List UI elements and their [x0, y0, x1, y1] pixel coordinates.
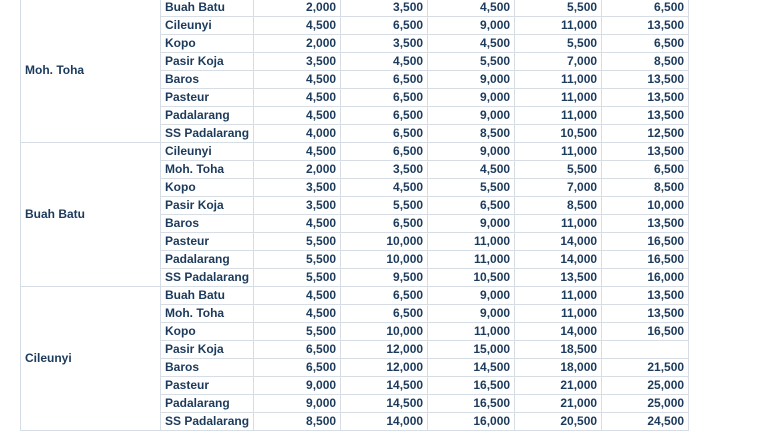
tariff-class-1-cell: 4,500	[254, 215, 341, 233]
tariff-class-1-cell: 8,500	[254, 413, 341, 431]
tariff-class-1-cell: 3,500	[254, 179, 341, 197]
tariff-class-3-cell: 15,000	[428, 341, 515, 359]
destination-gate-cell: Kopo	[161, 179, 254, 197]
tariff-class-5-cell: 16,500	[602, 323, 689, 341]
tariff-class-3-cell: 11,000	[428, 323, 515, 341]
tariff-class-4-cell: 8,500	[515, 197, 602, 215]
tariff-class-4-cell: 10,500	[515, 125, 602, 143]
tariff-class-2-cell: 14,000	[341, 413, 428, 431]
destination-gate-cell: SS Padalarang	[161, 125, 254, 143]
tariff-class-2-cell: 10,000	[341, 233, 428, 251]
tariff-class-1-cell: 4,500	[254, 107, 341, 125]
tariff-class-3-cell: 16,000	[428, 413, 515, 431]
tariff-class-1-cell: 2,000	[254, 0, 341, 17]
destination-gate-cell: Buah Batu	[161, 0, 254, 17]
tariff-class-5-cell: 8,500	[602, 179, 689, 197]
tariff-class-1-cell: 6,500	[254, 341, 341, 359]
tariff-class-1-cell: 5,500	[254, 233, 341, 251]
tariff-class-1-cell: 4,500	[254, 71, 341, 89]
tariff-class-5-cell: 25,000	[602, 377, 689, 395]
tariff-class-2-cell: 6,500	[341, 143, 428, 161]
destination-gate-cell: SS Padalarang	[161, 269, 254, 287]
tariff-class-1-cell: 2,000	[254, 35, 341, 53]
tariff-class-4-cell: 11,000	[515, 215, 602, 233]
tariff-class-4-cell: 21,000	[515, 377, 602, 395]
tariff-class-3-cell: 4,500	[428, 161, 515, 179]
tariff-class-1-cell: 4,500	[254, 17, 341, 35]
table-row	[21, 143, 689, 161]
tariff-class-4-cell: 11,000	[515, 71, 602, 89]
tariff-class-4-cell: 11,000	[515, 305, 602, 323]
tariff-class-2-cell: 6,500	[341, 71, 428, 89]
destination-gate-cell: Pasteur	[161, 377, 254, 395]
tariff-class-5-cell: 8,500	[602, 53, 689, 71]
tariff-class-3-cell: 14,500	[428, 359, 515, 377]
tariff-class-5-cell: 6,500	[602, 161, 689, 179]
destination-gate-cell: Cileunyi	[161, 143, 254, 161]
tariff-class-2-cell: 3,500	[341, 0, 428, 17]
tariff-class-3-cell: 6,500	[428, 197, 515, 215]
tariff-class-3-cell: 9,000	[428, 107, 515, 125]
tariff-class-2-cell: 6,500	[341, 107, 428, 125]
origin-gate-cell: Buah Batu	[21, 143, 161, 287]
tariff-class-2-cell: 6,500	[341, 305, 428, 323]
tariff-class-3-cell: 4,500	[428, 35, 515, 53]
tariff-class-3-cell: 16,500	[428, 395, 515, 413]
tariff-class-5-cell: 16,500	[602, 251, 689, 269]
tariff-class-2-cell: 12,000	[341, 341, 428, 359]
tariff-class-5-cell: 24,500	[602, 413, 689, 431]
tariff-class-2-cell: 4,500	[341, 179, 428, 197]
origin-gate-cell: Moh. Toha	[21, 0, 161, 143]
tariff-class-3-cell: 9,000	[428, 305, 515, 323]
tariff-class-1-cell: 6,500	[254, 359, 341, 377]
tariff-class-4-cell: 11,000	[515, 17, 602, 35]
origin-gate-cell: Cileunyi	[21, 287, 161, 431]
destination-gate-cell: Pasir Koja	[161, 341, 254, 359]
destination-gate-cell: Moh. Toha	[161, 161, 254, 179]
tariff-class-3-cell: 16,500	[428, 377, 515, 395]
destination-gate-cell: Buah Batu	[161, 287, 254, 305]
table-row	[21, 287, 689, 305]
tariff-class-5-cell: 6,500	[602, 35, 689, 53]
destination-gate-cell: Baros	[161, 359, 254, 377]
tariff-class-1-cell: 5,500	[254, 323, 341, 341]
tariff-class-2-cell: 12,000	[341, 359, 428, 377]
tariff-class-4-cell: 21,000	[515, 395, 602, 413]
destination-gate-cell: Pasir Koja	[161, 197, 254, 215]
tariff-class-4-cell: 14,000	[515, 251, 602, 269]
tariff-class-4-cell: 14,000	[515, 233, 602, 251]
tariff-class-5-cell: 16,000	[602, 269, 689, 287]
tariff-class-3-cell: 9,000	[428, 89, 515, 107]
tariff-class-3-cell: 11,000	[428, 251, 515, 269]
destination-gate-cell: SS Padalarang	[161, 413, 254, 431]
tariff-class-4-cell: 7,000	[515, 179, 602, 197]
tariff-class-1-cell: 5,500	[254, 251, 341, 269]
tariff-class-2-cell: 14,500	[341, 395, 428, 413]
tariff-class-5-cell: 13,500	[602, 305, 689, 323]
tariff-class-4-cell: 11,000	[515, 287, 602, 305]
tariff-class-2-cell: 6,500	[341, 215, 428, 233]
tariff-class-2-cell: 9,500	[341, 269, 428, 287]
tariff-class-3-cell: 5,500	[428, 179, 515, 197]
destination-gate-cell: Padalarang	[161, 107, 254, 125]
tariff-class-2-cell: 3,500	[341, 35, 428, 53]
tariff-class-3-cell: 5,500	[428, 53, 515, 71]
tariff-class-2-cell: 14,500	[341, 377, 428, 395]
destination-gate-cell: Cileunyi	[161, 17, 254, 35]
tariff-class-3-cell: 8,500	[428, 125, 515, 143]
tariff-class-3-cell: 10,500	[428, 269, 515, 287]
tariff-class-5-cell: 13,500	[602, 71, 689, 89]
tariff-class-2-cell: 5,500	[341, 197, 428, 215]
destination-gate-cell: Baros	[161, 215, 254, 233]
table-body	[21, 0, 689, 431]
destination-gate-cell: Pasteur	[161, 233, 254, 251]
tariff-class-5-cell: 16,500	[602, 233, 689, 251]
tariff-class-1-cell: 9,000	[254, 395, 341, 413]
destination-gate-cell: Padalarang	[161, 395, 254, 413]
tariff-class-2-cell: 10,000	[341, 323, 428, 341]
tariff-class-5-cell: 13,500	[602, 89, 689, 107]
tariff-class-4-cell: 14,000	[515, 323, 602, 341]
tariff-class-5-cell: 13,500	[602, 287, 689, 305]
table-row	[21, 0, 689, 17]
tariff-class-3-cell: 9,000	[428, 143, 515, 161]
tariff-class-5-cell: 13,500	[602, 143, 689, 161]
tariff-class-2-cell: 4,500	[341, 53, 428, 71]
destination-gate-cell: Pasir Koja	[161, 53, 254, 71]
tariff-class-5-cell: 6,500	[602, 0, 689, 17]
tariff-class-1-cell: 4,000	[254, 125, 341, 143]
tariff-class-4-cell: 18,000	[515, 359, 602, 377]
tariff-class-1-cell: 9,000	[254, 377, 341, 395]
tariff-class-1-cell: 4,500	[254, 143, 341, 161]
tariff-class-2-cell: 6,500	[341, 17, 428, 35]
tariff-class-4-cell: 20,500	[515, 413, 602, 431]
tariff-class-1-cell: 3,500	[254, 197, 341, 215]
tariff-class-5-cell	[602, 341, 689, 359]
tariff-class-3-cell: 9,000	[428, 71, 515, 89]
tariff-class-1-cell: 3,500	[254, 53, 341, 71]
destination-gate-cell: Padalarang	[161, 251, 254, 269]
tariff-class-5-cell: 13,500	[602, 215, 689, 233]
tariff-class-5-cell: 12,500	[602, 125, 689, 143]
tariff-class-2-cell: 3,500	[341, 161, 428, 179]
tariff-class-4-cell: 11,000	[515, 107, 602, 125]
tariff-class-4-cell: 5,500	[515, 0, 602, 17]
tariff-class-2-cell: 6,500	[341, 125, 428, 143]
tariff-class-1-cell: 4,500	[254, 305, 341, 323]
tariff-class-3-cell: 9,000	[428, 287, 515, 305]
tariff-class-4-cell: 13,500	[515, 269, 602, 287]
tariff-class-3-cell: 9,000	[428, 215, 515, 233]
tariff-class-4-cell: 18,500	[515, 341, 602, 359]
tariff-class-2-cell: 10,000	[341, 251, 428, 269]
tariff-class-3-cell: 11,000	[428, 233, 515, 251]
tariff-class-4-cell: 11,000	[515, 89, 602, 107]
tariff-class-1-cell: 2,000	[254, 161, 341, 179]
tariff-class-2-cell: 6,500	[341, 287, 428, 305]
toll-tariff-table	[20, 0, 689, 431]
tariff-class-4-cell: 5,500	[515, 161, 602, 179]
destination-gate-cell: Pasteur	[161, 89, 254, 107]
tariff-class-4-cell: 5,500	[515, 35, 602, 53]
tariff-class-5-cell: 13,500	[602, 107, 689, 125]
destination-gate-cell: Baros	[161, 71, 254, 89]
destination-gate-cell: Kopo	[161, 323, 254, 341]
tariff-class-1-cell: 5,500	[254, 269, 341, 287]
tariff-class-1-cell: 4,500	[254, 89, 341, 107]
tariff-class-3-cell: 9,000	[428, 17, 515, 35]
tariff-class-4-cell: 11,000	[515, 143, 602, 161]
tariff-class-3-cell: 4,500	[428, 0, 515, 17]
tariff-class-1-cell: 4,500	[254, 287, 341, 305]
tariff-class-2-cell: 6,500	[341, 89, 428, 107]
tariff-class-4-cell: 7,000	[515, 53, 602, 71]
destination-gate-cell: Moh. Toha	[161, 305, 254, 323]
tariff-class-5-cell: 10,000	[602, 197, 689, 215]
tariff-class-5-cell: 13,500	[602, 17, 689, 35]
tariff-class-5-cell: 25,000	[602, 395, 689, 413]
tariff-class-5-cell: 21,500	[602, 359, 689, 377]
destination-gate-cell: Kopo	[161, 35, 254, 53]
